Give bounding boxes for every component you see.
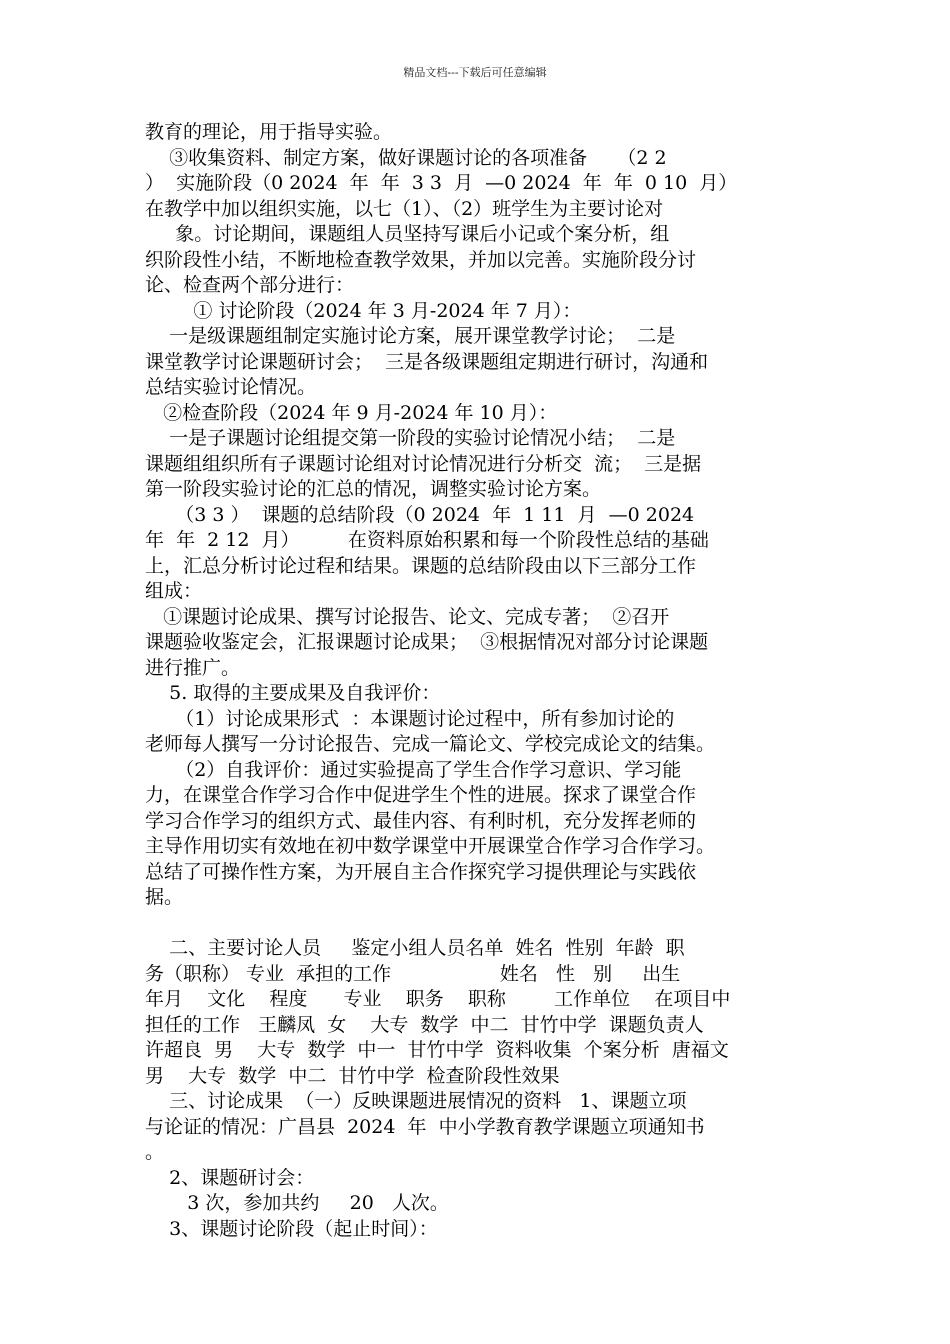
text-line: （3 3 ） 课题的总结阶段（0 2024 年 1 11 月 —0 2024 bbox=[145, 503, 695, 526]
text-line: 二、主要讨论人员 鉴定小组人员名单 姓名 性别 年龄 职 bbox=[145, 937, 685, 959]
text-line: 5. 取得的主要成果及自我评价： bbox=[145, 682, 441, 704]
text-line: 学习合作学习的组织方式、最佳内容、有利时机，充分发挥老师的 bbox=[145, 809, 697, 832]
text-line: 教育的理论，用于指导实验。 bbox=[145, 121, 393, 143]
text-line: 与论证的情况：广昌县 2024 年 中小学教育教学课题立项通知书 bbox=[145, 1115, 705, 1138]
text-line: 务（职称） 专业 承担的工作 姓名 性 别 出生 bbox=[145, 962, 681, 985]
text-line: ） 实施阶段（0 2024 年 年 3 3 月 —0 2024 年 年 0 10 月） bbox=[145, 172, 738, 194]
text-line: 年 年 2 12 月） 在资料原始积累和每一个阶段性总结的基础 bbox=[145, 529, 709, 551]
text-line: ① 讨论阶段（2024 年 3 月-2024 年 7 月）： bbox=[145, 299, 582, 322]
text-line: 组成： bbox=[145, 580, 203, 602]
text-line: （1）讨论成果形式 ：本课题讨论过程中，所有参加讨论的 bbox=[145, 707, 675, 730]
text-line: 上，汇总分析讨论过程和结果。课题的总结阶段由以下三部分工作 bbox=[145, 554, 697, 577]
text-line bbox=[145, 911, 815, 937]
text-line: 课堂教学讨论课题研讨会； 三是各级课题组定期进行研讨，沟通和 bbox=[145, 350, 709, 373]
text-line: 3、课题讨论阶段（起止时间）： bbox=[145, 1217, 438, 1240]
text-line: 主导作用切实有效地在初中数学课堂中开展课堂合作学习合作学习。 bbox=[145, 835, 716, 857]
text-line: 许超良 男 大专 数学 中一 甘竹中学 资料收集 个案分析 唐福文 bbox=[145, 1039, 729, 1061]
text-line: 一是子课题讨论组提交第一阶段的实验讨论情况小结； 二是 bbox=[145, 427, 676, 449]
text-line: 三、讨论成果 （一）反映课题进展情况的资料 1、课题立项 bbox=[145, 1090, 687, 1112]
text-line: 在教学中加以组织实施，以七（1）、（2）班学生为主要讨论对 bbox=[145, 197, 664, 220]
text-line: 课题验收鉴定会，汇报课题讨论成果； ③根据情况对部分讨论课题 bbox=[145, 631, 709, 653]
document-body bbox=[145, 120, 815, 1242]
text-line: 。 bbox=[145, 1141, 165, 1163]
text-line: 据。 bbox=[145, 886, 184, 908]
text-line: 年月 文化 程度 专业 职务 职称 工作单位 在项目中 bbox=[145, 988, 731, 1010]
text-line: ①课题讨论成果、撰写讨论报告、论文、完成专著； ②召开 bbox=[145, 605, 670, 628]
text-line: 课题组组织所有子课题讨论组对讨论情况进行分析交 流； 三是据 bbox=[145, 452, 702, 475]
text-line: 第一阶段实验讨论的汇总的情况，调整实验讨论方案。 bbox=[145, 478, 602, 500]
text-line: 一是级课题组制定实施讨论方案，展开课堂教学讨论； 二是 bbox=[145, 325, 676, 347]
text-line: 老师每人撰写一分讨论报告、完成一篇论文、学校完成论文的结集。 bbox=[145, 733, 716, 755]
text-line: ②检查阶段（2024 年 9 月-2024 年 10 月）： bbox=[145, 401, 558, 424]
text-line: 论、检查两个部分进行： bbox=[145, 274, 355, 296]
text-line: 2、课题研讨会： bbox=[145, 1166, 315, 1189]
text-line: 象。讨论期间，课题组人员坚持写课后小记或个案分析，组 bbox=[145, 223, 670, 245]
text-line: 进行推广。 bbox=[145, 656, 241, 679]
text-line: 男 大专 数学 中二 甘竹中学 检查阶段性效果 bbox=[145, 1064, 560, 1087]
text-line: 总结实验讨论情况。 bbox=[145, 376, 317, 398]
text-line: （2）自我评价：通过实验提高了学生合作学习意识、学习能 bbox=[145, 758, 682, 781]
text-line: 3 次，参加共约 20 人次。 bbox=[145, 1192, 449, 1214]
text-line: 总结了可操作性方案，为开展自主合作探究学习提供理论与实践依 bbox=[145, 860, 697, 883]
page-header: 精品文档---下载后可任意编辑 bbox=[403, 66, 547, 79]
text-line: 力，在课堂合作学习合作中促进学生个性的进展。探求了课堂合作 bbox=[145, 784, 697, 806]
text-line: 担任的工作 王麟凤 女 大专 数学 中二 甘竹中学 课题负责人 bbox=[145, 1013, 704, 1036]
text-line: 织阶段性小结，不断地检查教学效果，并加以完善。实施阶段分讨 bbox=[145, 248, 697, 271]
text-line: ③收集资料、制定方案，做好课题讨论的各项准备 （2 2 bbox=[145, 146, 667, 169]
